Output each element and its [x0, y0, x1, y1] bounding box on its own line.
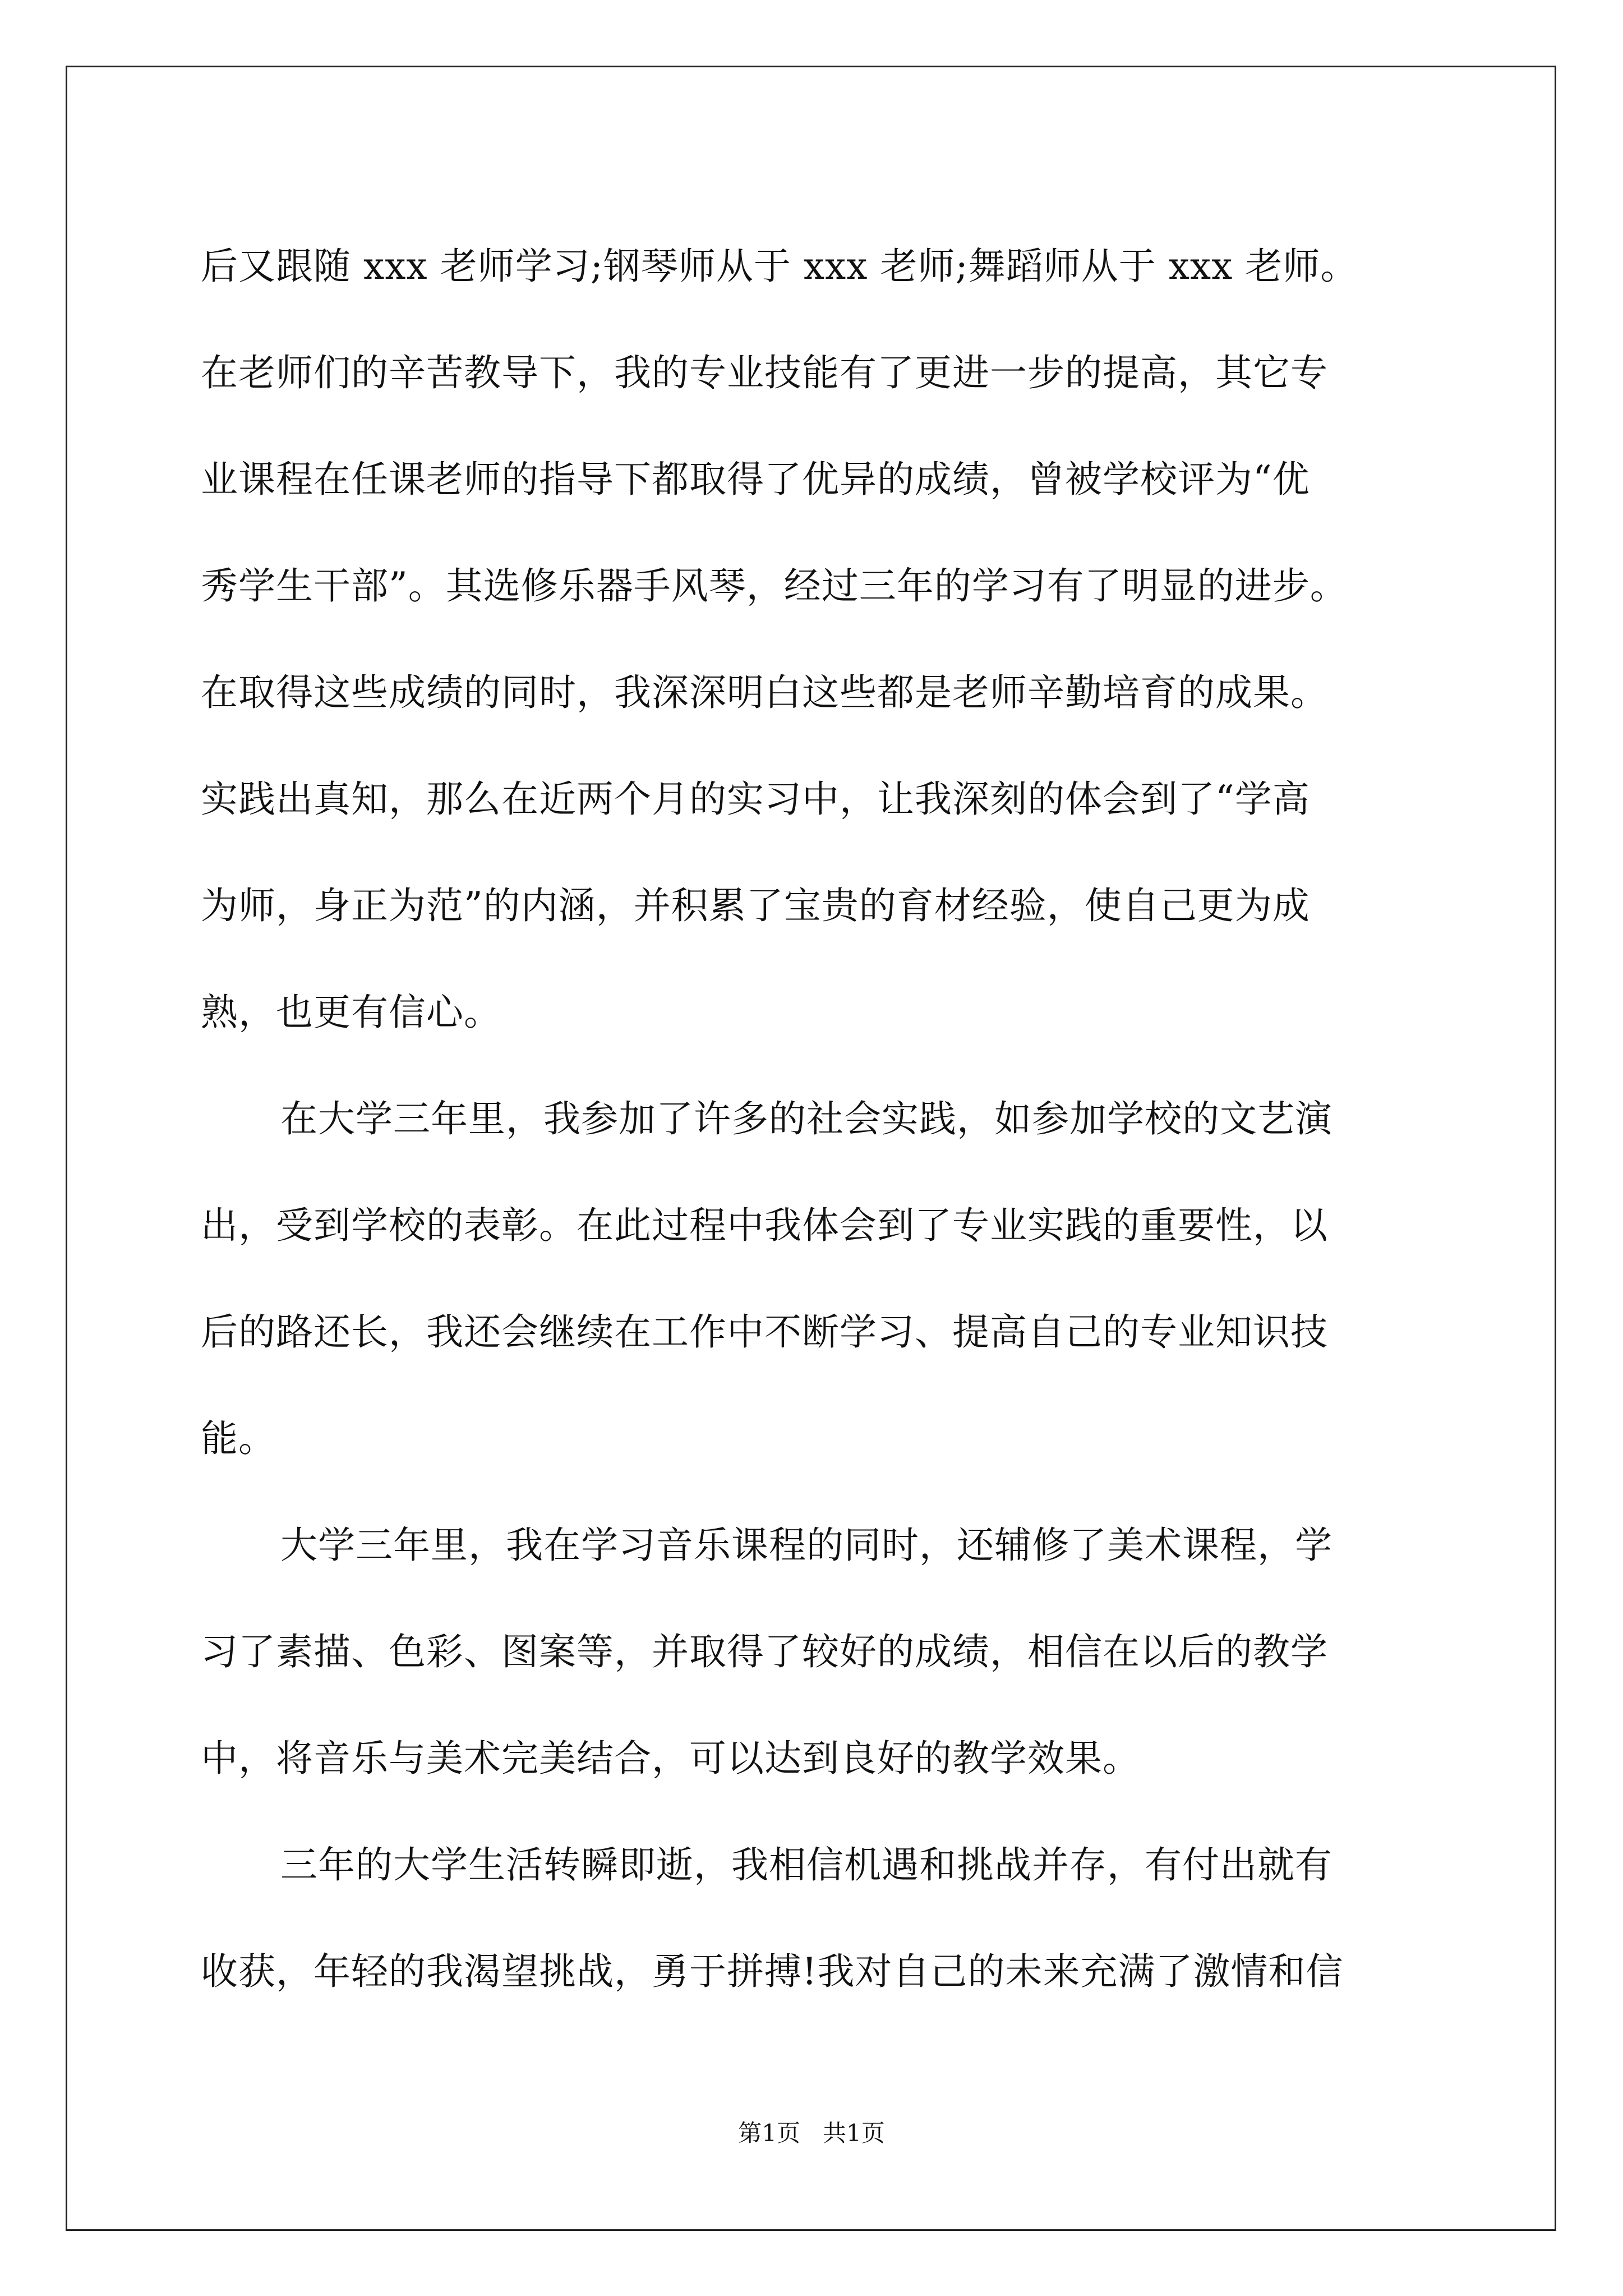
- paragraph-first-line: 在大学三年里，我参加了许多的社会实践，如参加学校的文艺演: [280, 1097, 1332, 1140]
- paragraph-first-line: 大学三年里，我在学习音乐课程的同时，还辅修了美术课程，学: [280, 1524, 1332, 1567]
- text-line: 收获，年轻的我渴望挑战，勇于拼搏!我对自己的未来充满了激情和信: [201, 1950, 1344, 1993]
- text-line: 实践出真知，那么在近两个月的实习中，让我深刻的体会到了“学高: [201, 777, 1310, 821]
- page-number-footer: 第1页 共1页: [738, 2119, 885, 2147]
- text-line: 后又跟随 xxx 老师学习;钢琴师从于 xxx 老师;舞蹈师从于 xxx 老师。: [201, 245, 1358, 288]
- text-line: 为师，身正为范”的内涵，并积累了宝贵的育材经验，使自己更为成: [201, 884, 1310, 927]
- text-line: 秀学生干部”。其选修乐器手风琴，经过三年的学习有了明显的进步。: [201, 564, 1348, 608]
- text-line: 熟，也更有信心。: [201, 991, 501, 1034]
- text-line: 在取得这些成绩的同时，我深深明白这些都是老师辛勤培育的成果。: [201, 671, 1328, 714]
- text-line: 出，受到学校的表彰。在此过程中我体会到了专业实践的重要性，以: [201, 1204, 1328, 1247]
- text-line: 中，将音乐与美术完美结合，可以达到良好的教学效果。: [201, 1737, 1140, 1780]
- text-line: 业课程在任课老师的指导下都取得了优异的成绩，曾被学校评为“优: [201, 458, 1310, 501]
- text-line: 能。: [201, 1417, 276, 1460]
- paragraph-first-line: 三年的大学生活转瞬即逝，我相信机遇和挑战并存，有付出就有: [280, 1843, 1332, 1887]
- document-body: [201, 213, 1435, 2025]
- text-line: 习了素描、色彩、图案等，并取得了较好的成绩，相信在以后的教学: [201, 1630, 1328, 1673]
- text-line: 后的路还长，我还会继续在工作中不断学习、提高自己的专业知识技: [201, 1310, 1328, 1354]
- text-line: 在老师们的辛苦教导下，我的专业技能有了更进一步的提高，其它专: [201, 351, 1328, 394]
